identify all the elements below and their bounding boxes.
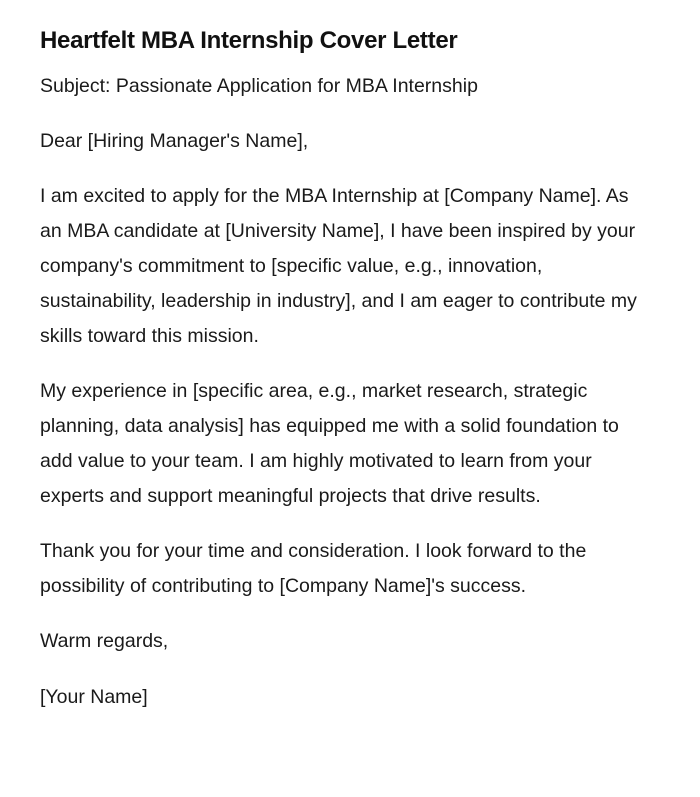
letter-paragraph-thanks: Thank you for your time and consideration. I look forward to the possibility of contributing to [Company Name]'s success. bbox=[40, 540, 587, 597]
letter-title: Heartfelt MBA Internship Cover Letter bbox=[40, 27, 458, 54]
letter-closing: Warm regards, bbox=[40, 630, 169, 652]
letter-paragraph-intro: I am excited to apply for the MBA Internship at [Company Name]. As an MBA candidate at [University Name], I have been inspired by your company's commitment to [specific value, e.g., innovation, sustainability, leadership in industry], and I am eager to contribute my skills toward this mission. bbox=[40, 185, 637, 347]
letter-subject: Subject: Passionate Application for MBA Internship bbox=[40, 75, 478, 97]
letter-signature: [Your Name] bbox=[40, 686, 148, 708]
letter-paragraph-experience: My experience in [specific area, e.g., market research, strategic planning, data analysis] has equipped me with a solid foundation to add value to your team. I am highly motivated to learn from your experts and support meaningful projects that drive results. bbox=[40, 380, 619, 507]
cover-letter bbox=[40, 24, 650, 715]
letter-salutation: Dear [Hiring Manager's Name], bbox=[40, 130, 309, 152]
